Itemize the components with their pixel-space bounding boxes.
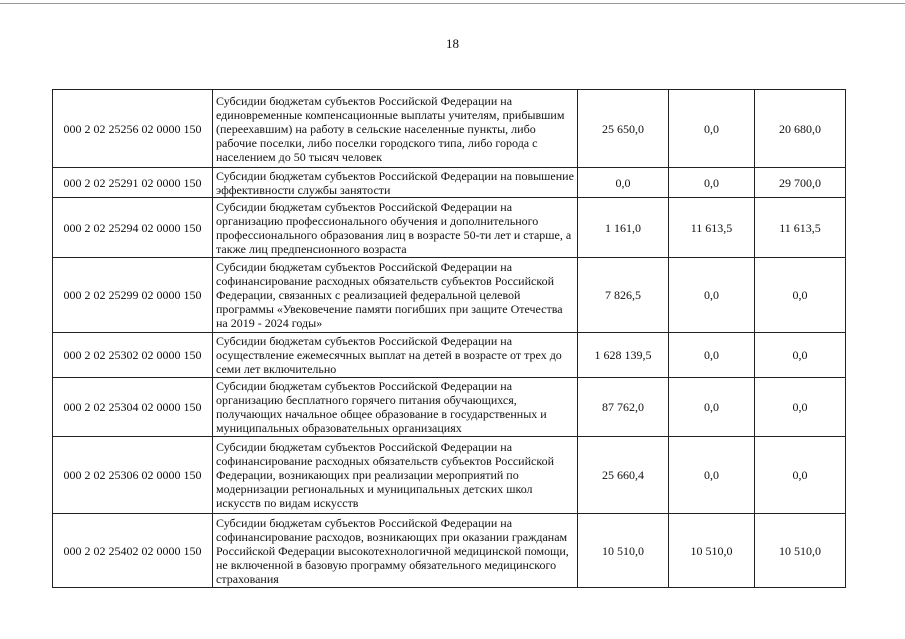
budget-code: 000 2 02 25302 02 0000 150 xyxy=(53,333,213,378)
table-row xyxy=(53,90,846,168)
value-col-2: 0,0 xyxy=(669,437,755,514)
budget-code: 000 2 02 25256 02 0000 150 xyxy=(53,90,213,168)
value-col-3: 11 613,5 xyxy=(755,198,846,258)
budget-code: 000 2 02 25291 02 0000 150 xyxy=(53,168,213,198)
value-col-3: 20 680,0 xyxy=(755,90,846,168)
value-col-3: 10 510,0 xyxy=(755,514,846,588)
table-row xyxy=(53,514,846,588)
budget-code: 000 2 02 25304 02 0000 150 xyxy=(53,378,213,437)
value-col-1: 1 628 139,5 xyxy=(578,333,669,378)
table-row xyxy=(53,378,846,437)
value-col-2: 0,0 xyxy=(669,168,755,198)
row-description: Субсидии бюджетам субъектов Российской Федерации на софинансирование расходов, возникающих при оказании гражданам Российской Федерации высокотехнологичной медицинской помощи, не включенной в базовую программу обязательного медицинского страхования xyxy=(213,514,578,588)
value-col-2: 0,0 xyxy=(669,258,755,333)
budget-code: 000 2 02 25299 02 0000 150 xyxy=(53,258,213,333)
value-col-2: 10 510,0 xyxy=(669,514,755,588)
budget-code: 000 2 02 25294 02 0000 150 xyxy=(53,198,213,258)
value-col-1: 7 826,5 xyxy=(578,258,669,333)
value-col-1: 10 510,0 xyxy=(578,514,669,588)
value-col-1: 87 762,0 xyxy=(578,378,669,437)
table-row xyxy=(53,168,846,198)
value-col-3: 0,0 xyxy=(755,437,846,514)
row-description: Субсидии бюджетам субъектов Российской Федерации на организацию бесплатного горячего питания обучающихся, получающих начальное общее образование в государственных и муниципальных образовательных организациях xyxy=(213,378,578,437)
row-description: Субсидии бюджетам субъектов Российской Федерации на единовременные компенсационные выплаты учителям, прибывшим (переехавшим) на работу в сельские населенные пункты, либо рабочие поселки, либо поселки городского типа, либо города с населением до 50 тысяч человек xyxy=(213,90,578,168)
value-col-1: 25 650,0 xyxy=(578,90,669,168)
row-description: Субсидии бюджетам субъектов Российской Федерации на осуществление ежемесячных выплат на детей в возрасте от трех до семи лет включительно xyxy=(213,333,578,378)
value-col-1: 0,0 xyxy=(578,168,669,198)
value-col-2: 0,0 xyxy=(669,378,755,437)
value-col-2: 11 613,5 xyxy=(669,198,755,258)
row-description: Субсидии бюджетам субъектов Российской Федерации на софинансирование расходных обязательств субъектов Российской Федерации, возникающих при реализации мероприятий по модернизации региональных и муниципальных детских школ искусств по видам искусств xyxy=(213,437,578,514)
table-row xyxy=(53,437,846,514)
row-description: Субсидии бюджетам субъектов Российской Федерации на организацию профессионального обучения и дополнительного профессионального образования лиц в возрасте 50-ти лет и старше, а также лиц предпенсионного возраста xyxy=(213,198,578,258)
table-row xyxy=(53,258,846,333)
value-col-3: 29 700,0 xyxy=(755,168,846,198)
value-col-3: 0,0 xyxy=(755,258,846,333)
value-col-3: 0,0 xyxy=(755,333,846,378)
budget-table xyxy=(52,89,846,588)
table-row xyxy=(53,333,846,378)
budget-code: 000 2 02 25306 02 0000 150 xyxy=(53,437,213,514)
row-description: Субсидии бюджетам субъектов Российской Федерации на софинансирование расходных обязательств субъектов Российской Федерации, связанных с реализацией федеральной целевой программы «Увековечение памяти погибших при защите Отечества на 2019 - 2024 годы» xyxy=(213,258,578,333)
table-row xyxy=(53,198,846,258)
value-col-1: 1 161,0 xyxy=(578,198,669,258)
row-description: Субсидии бюджетам субъектов Российской Федерации на повышение эффективности службы занятости xyxy=(213,168,578,198)
value-col-2: 0,0 xyxy=(669,90,755,168)
top-scan-rule xyxy=(0,3,905,4)
page-number: 18 xyxy=(446,36,459,51)
value-col-2: 0,0 xyxy=(669,333,755,378)
value-col-1: 25 660,4 xyxy=(578,437,669,514)
budget-code: 000 2 02 25402 02 0000 150 xyxy=(53,514,213,588)
value-col-3: 0,0 xyxy=(755,378,846,437)
